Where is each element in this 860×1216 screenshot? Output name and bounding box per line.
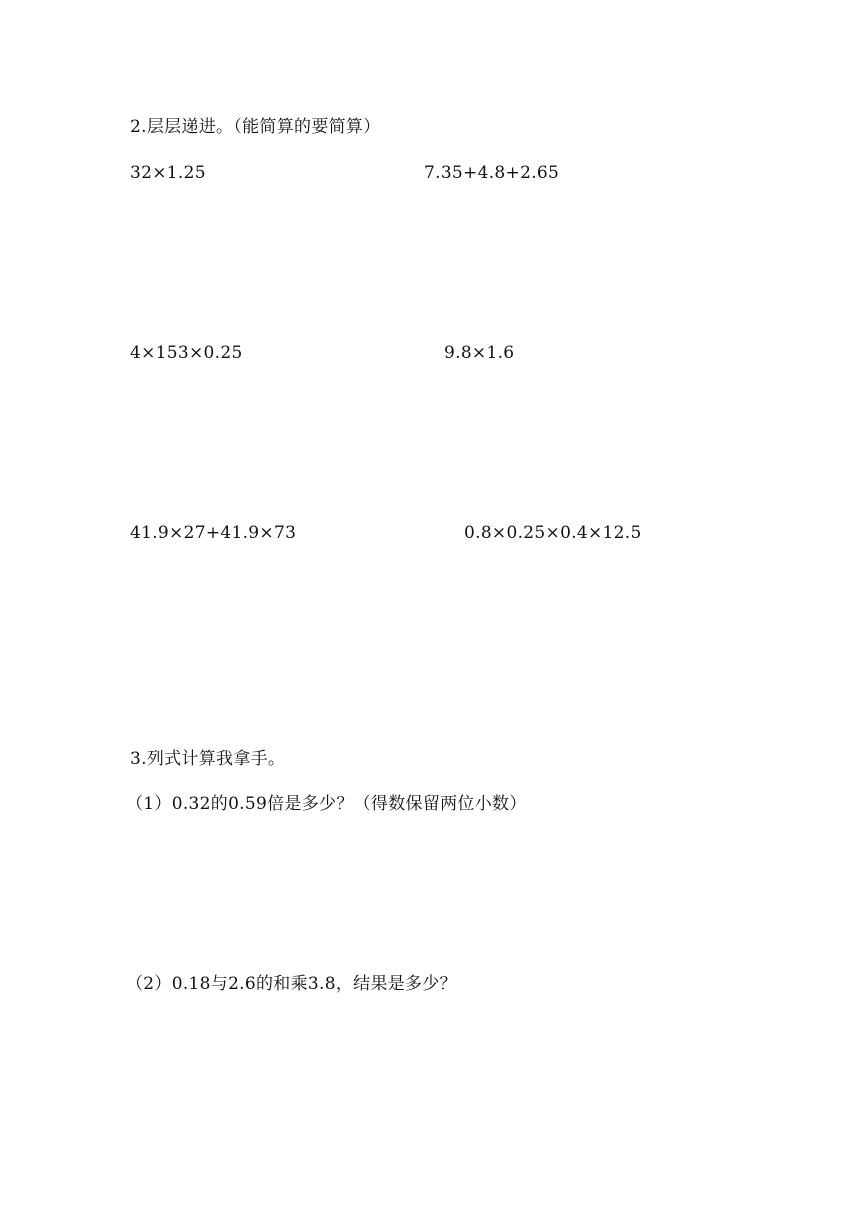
- section-2-title: 2.层层递进。（能简算的要简算）: [130, 117, 381, 137]
- problem-5: 41.9×27+41.9×73: [130, 523, 297, 543]
- problem-1: 32×1.25: [130, 163, 206, 183]
- problem-2: 7.35+4.8+2.65: [424, 163, 560, 183]
- question-1: （1）0.32的0.59倍是多少？（得数保留两位小数）: [126, 794, 527, 814]
- problem-4: 9.8×1.6: [444, 343, 515, 363]
- section-3-title: 3.列式计算我拿手。: [130, 749, 286, 769]
- problem-3: 4×153×0.25: [130, 343, 243, 363]
- question-2: （2）0.18与2.6的和乘3.8，结果是多少？: [126, 974, 457, 994]
- problem-6: 0.8×0.25×0.4×12.5: [464, 523, 642, 543]
